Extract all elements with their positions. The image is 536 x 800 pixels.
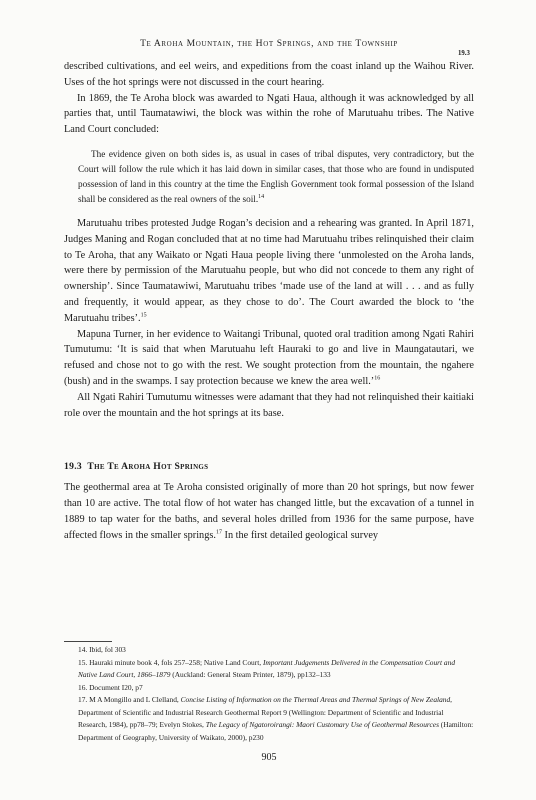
- footnote-text: Ibid, fol 303: [89, 645, 126, 654]
- footnote-number: 14.: [78, 645, 90, 654]
- paragraph-witnesses: [64, 390, 474, 422]
- footnote-divider: [64, 641, 112, 642]
- footnote-15: [64, 657, 474, 682]
- footnote-text: (Auckland: General Steam Printer, 1879), pp132–133: [170, 670, 331, 679]
- footnote-17: [64, 694, 474, 744]
- page-number: 905: [261, 752, 277, 763]
- paragraph-text: All Ngati Rahiri Tumutumu witnesses were adamant that they had not relinquished their kaitiaki role over the mountain and the hot springs at its base.: [64, 391, 474, 419]
- footnote-ref-17: 17: [215, 529, 222, 536]
- paragraph-text: The geothermal area at Te Aroha consisted originally of more than 20 hot springs, but now fewer than 10 are active. The total flow of hot water has changed little, but the excavation of a tunnel in 1889 to tap water for the baths, and several holes drilled from 1936 for the same purpose, have affected flows in the smaller springs.: [64, 482, 474, 541]
- footnote-text: Hauraki minute book 4, fols 257–258; Native Land Court,: [89, 657, 263, 667]
- footnote-ref-16: 16: [374, 375, 381, 382]
- section-heading-title: The Te Aroha Hot Springs: [87, 461, 209, 473]
- paragraph-text: Mapuna Turner, in her evidence to Waitangi Tribunal, quoted oral tradition among Ngati Rahiri Tumutumu: ‘It is said that when Marutuahu left Hauraki to go and live in Maungatautari, we refused and chose not to go with the rest. We sought protection from the mountain, the ngahere (bush) and in the swamps. I say protection because we knew the area well.’: [64, 328, 474, 387]
- footnote-title: Concise Listing of Information on the Thermal Areas and Thermal Springs of New Zealand: [180, 695, 451, 704]
- quote-text: The evidence given on both sides is, as usual in cases of tribal disputes, very contradictory, but the Court will follow the rule which it has laid down in similar cases, that those who are found in undisputed possession of land in this country at the time the English Government took formal possession of the Island shall be considered as the real owners of the soil.: [78, 148, 474, 204]
- paragraph-text-cont: In the first detailed geological survey: [221, 529, 379, 541]
- footnote-ref-15: 15: [140, 312, 147, 319]
- footnote-ref-14: 14: [258, 193, 265, 200]
- paragraph-continued: described cultivations, and eel weirs, and expeditions from the coast inland up the Waihou River. Uses of the hot springs were not discussed in the court hearing.: [64, 61, 474, 88]
- running-head: Te Aroha Mountain, the Hot Springs, and the Township: [140, 38, 398, 49]
- footnote-text: Document I20, p7: [89, 682, 143, 692]
- paragraph-1869: In 1869, the Te Aroha block was awarded to Ngati Haua, although it was acknowledged by all parties that, until Taumatawiwi, the block was within the rohe of Marutuahu tribes. The Native Land Court concluded:: [64, 92, 474, 136]
- section-number-marker: 19.3: [458, 50, 470, 57]
- footnote-text: M A Mongillo and L Clelland,: [89, 695, 181, 704]
- section-heading-number: 19.3: [64, 461, 82, 473]
- footnote-number: 17.: [78, 695, 90, 704]
- paragraph-geothermal: [64, 480, 474, 543]
- block-quote: [78, 147, 474, 207]
- footnote-14: [64, 644, 474, 657]
- footnotes: [64, 644, 474, 744]
- footnote-text: , Department of Scientific and Industrial Research Geothermal Report 9 (Wellington: Department of Scientific and Industrial Research, 1984), pp78–79; Evelyn Stokes,: [78, 695, 453, 729]
- footnote-text: (Hamilton: Department of Geography, University of Waikato, 2000), p230: [78, 720, 474, 742]
- footnote-number: 15.: [78, 657, 90, 667]
- paragraph-text: Marutuahu tribes protested Judge Rogan’s decision and a rehearing was granted. In April 1871, Judges Maning and Rogan concluded that at no time had Marutuahu tribes relinquished their claim to Te Aroha, that any Waikato or Ngati Haua people living there ‘unmolested on the Aroha lands, were there by permission of the Marutuahu people, but who did not concede to them any right of ownership’. Since Taumatawiwi, Marutuahu tribes ‘made use of the land at will . . . and as fully and frequently, it would appear, as they chose to do’. The Court awarded the block to ‘the Marutuahu tribes’.: [64, 217, 474, 324]
- footnote-title: Important Judgements Delivered in the Compensation Court and Native Land Court, 1866–1879: [78, 657, 456, 679]
- body-text: [64, 59, 474, 543]
- footnote-number: 16.: [78, 682, 90, 692]
- paragraph-protest: [64, 216, 474, 327]
- paragraph-turner: [64, 327, 474, 390]
- section-heading: [64, 459, 474, 475]
- footnote-title: The Legacy of Ngatoroirangi: Maori Customary Use of Geothermal Resources: [205, 720, 439, 729]
- footnote-16: [64, 682, 474, 695]
